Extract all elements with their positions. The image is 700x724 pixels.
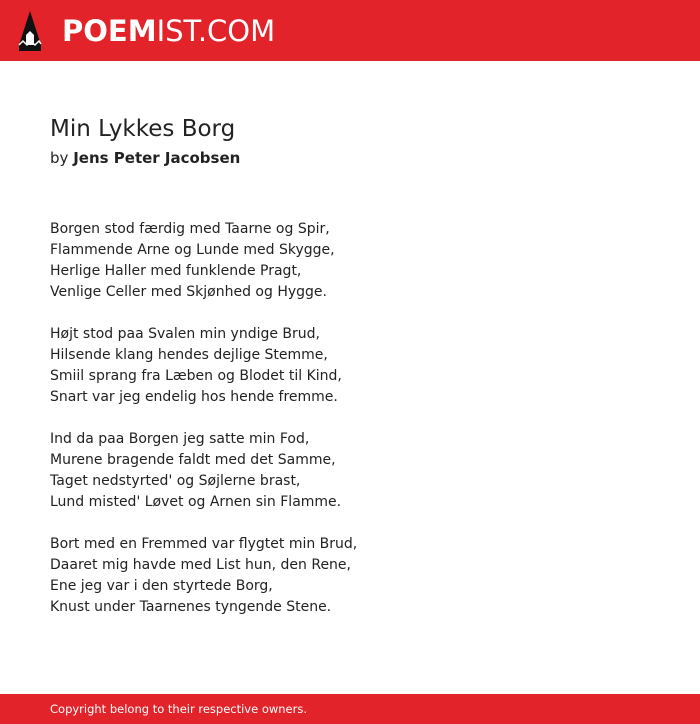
site-header bbox=[0, 0, 700, 61]
logo-light-text: IST.COM bbox=[156, 14, 276, 48]
poem-line: Lund misted' Løvet og Arnen sin Flamme. bbox=[50, 494, 342, 510]
stanza bbox=[50, 219, 650, 303]
pencil-icon[interactable] bbox=[16, 9, 44, 53]
poem-line: Herlige Haller med funklende Pragt, bbox=[50, 263, 302, 279]
stanza bbox=[50, 324, 650, 408]
stanza bbox=[50, 534, 650, 618]
poem-line: Højt stod paa Svalen min yndige Brud, bbox=[50, 326, 320, 342]
poem-line: Taget nedstyrted' og Søjlerne brast, bbox=[50, 473, 301, 489]
poem-line: Knust under Taarnenes tyngende Stene. bbox=[50, 599, 332, 615]
poem-author[interactable]: Jens Peter Jacobsen bbox=[73, 149, 241, 167]
poem-byline bbox=[50, 149, 240, 167]
copyright-text: Copyright belong to their respective owners. bbox=[50, 702, 308, 716]
poem-line: Bort med en Fremmed var flygtet min Brud, bbox=[50, 536, 358, 552]
poem-line: Venlige Celler med Skjønhed og Hygge. bbox=[50, 284, 327, 300]
site-footer bbox=[0, 694, 700, 724]
poem-line: Smiil sprang fra Læben og Blodet til Kind, bbox=[50, 368, 342, 384]
poem-line: Flammende Arne og Lunde med Skygge, bbox=[50, 242, 335, 258]
poem-line: Daaret mig havde med List hun, den Rene, bbox=[50, 557, 351, 573]
poem-line: Borgen stod færdig med Taarne og Spir, bbox=[50, 221, 330, 237]
poem-line: Ind da paa Borgen jeg satte min Fod, bbox=[50, 431, 310, 447]
poem-line: Ene jeg var i den styrtede Borg, bbox=[50, 578, 273, 594]
logo-bold-text: POEM bbox=[62, 14, 157, 48]
by-label: by bbox=[50, 149, 69, 167]
stanza bbox=[50, 429, 650, 513]
poem-title: Min Lykkes Borg bbox=[50, 116, 236, 142]
poem-line: Snart var jeg endelig hos hende fremme. bbox=[50, 389, 338, 405]
poem-body bbox=[50, 219, 650, 639]
site-logo[interactable] bbox=[62, 13, 275, 49]
poem-line: Hilsende klang hendes dejlige Stemme, bbox=[50, 347, 328, 363]
poem-line: Murene bragende faldt med det Samme, bbox=[50, 452, 336, 468]
